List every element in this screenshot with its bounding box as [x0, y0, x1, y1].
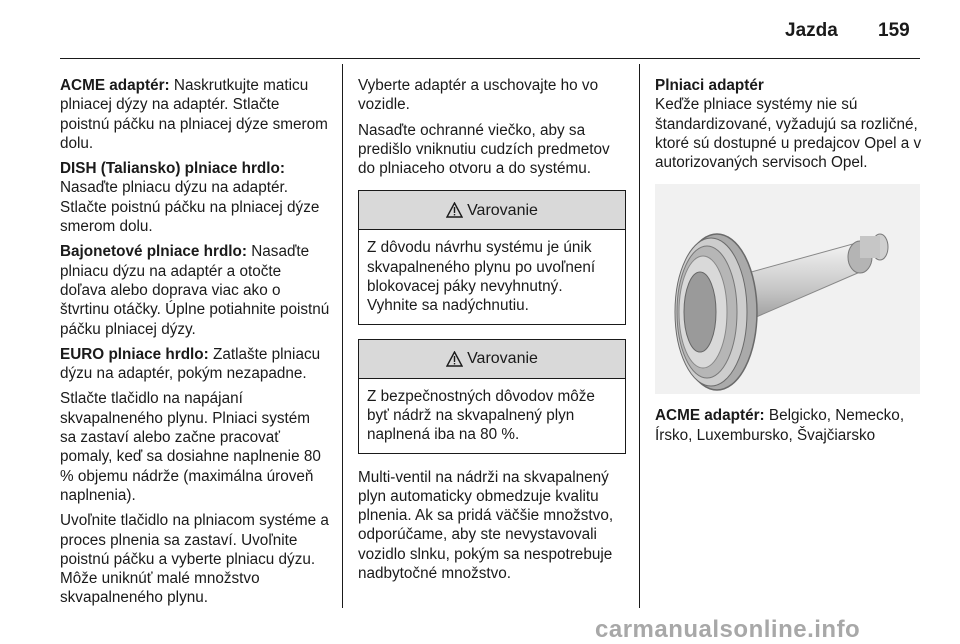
- warning-triangle-icon: [446, 351, 463, 367]
- watermark: carmanualsonline.info: [595, 616, 861, 643]
- paragraph-acme: ACME adaptér: Naskrutkujte maticu plniacej dýzy na adaptér. Stlačte poistnú páčku na plniacej dýze smerom dolu.: [60, 77, 328, 152]
- paragraph-remove-adapter: Vyberte adaptér a uschovajte ho vo vozidle.: [358, 77, 599, 114]
- header-divider: [60, 58, 920, 59]
- paragraph-cap: Nasaďte ochranné viečko, aby sa predišlo vniknutiu cudzích predmetov do plniaceho otvoru a do systému.: [358, 121, 610, 178]
- paragraph-press-button: Stlačte tlačidlo na napájaní skvapalneného plynu. Plniaci systém sa zastaví alebo začne pracovať pomaly, keď sa dosiahne naplnenie 80 % objemu nádrže (maximálna úroveň naplnenia).: [60, 390, 321, 504]
- section-title: Jazda: [785, 20, 838, 41]
- paragraph-adapters: Keďže plniace systémy nie sú štandardizované, vyžadujú sa rozličné, ktoré sú dostupné u predajcov Opel a v autorizovaných servisoch Opel.: [655, 96, 922, 172]
- section-heading: Plniaci adaptér: [655, 77, 764, 94]
- column-divider: [639, 64, 640, 608]
- warning-title: Varovanie: [467, 201, 538, 219]
- paragraph-bajonet: Bajonetové plniace hrdlo: Nasaďte plniacu dýzu na adaptér a otočte doľava alebo doprava viac ako o štvrtinu otáčky. Úplne potiahnite poistnú páčku plniacej dýzy.: [60, 243, 330, 338]
- warning-text: Z dôvodu návrhu systému je únik skvapalneného plynu po uvoľnení blokovacej páky nevyhnutný. Vyhnite sa nadýchnutiu.: [367, 239, 596, 315]
- caption-acme: ACME adaptér: Belgicko, Nemecko, Írsko, Luxembursko, Švajčiarsko: [655, 407, 905, 444]
- warning-box: [358, 339, 626, 454]
- column-3: [655, 76, 923, 451]
- warning-header: [359, 191, 625, 230]
- warning-box: [358, 190, 626, 324]
- paragraph-multivalve: Multi-ventil na nádrži na skvapalnený plyn automaticky obmedzuje kvalitu plnenia. Ak sa pridá väčšie množstvo, odporúčame, aby ste nevystavovali vozidlo slnku, pokým sa nespotrebuje nadbytočné množstvo.: [358, 468, 614, 583]
- column-1: [60, 76, 330, 614]
- adapter-illustration: [655, 184, 920, 394]
- warning-triangle-icon: [446, 202, 463, 218]
- paragraph-dish: DISH (Taliansko) plniace hrdlo: Nasaďte plniacu dýzu na adaptér. Stlačte poistnú páčku na plniacej dýze smerom dolu.: [60, 160, 320, 236]
- warning-title: Varovanie: [467, 350, 538, 368]
- paragraph-release-button: Uvoľnite tlačidlo na plniacom systéme a proces plnenia sa zastaví. Uvoľnite poistnú páčku a vyberte plniacu dýzu. Môže uniknúť malé množstvo skvapalneného plynu.: [60, 512, 329, 607]
- page-number: 159: [878, 20, 910, 41]
- column-divider: [342, 64, 343, 608]
- warning-text: Z bezpečnostných dôvodov môže byť nádrž na skvapalnený plyn naplnená iba na 80 %.: [367, 387, 595, 444]
- paragraph-euro: EURO plniace hrdlo: Zatlašte plniacu dýzu na adaptér, pokým nezapadne.: [60, 345, 321, 383]
- warning-header: [359, 340, 625, 379]
- column-2: [358, 76, 626, 589]
